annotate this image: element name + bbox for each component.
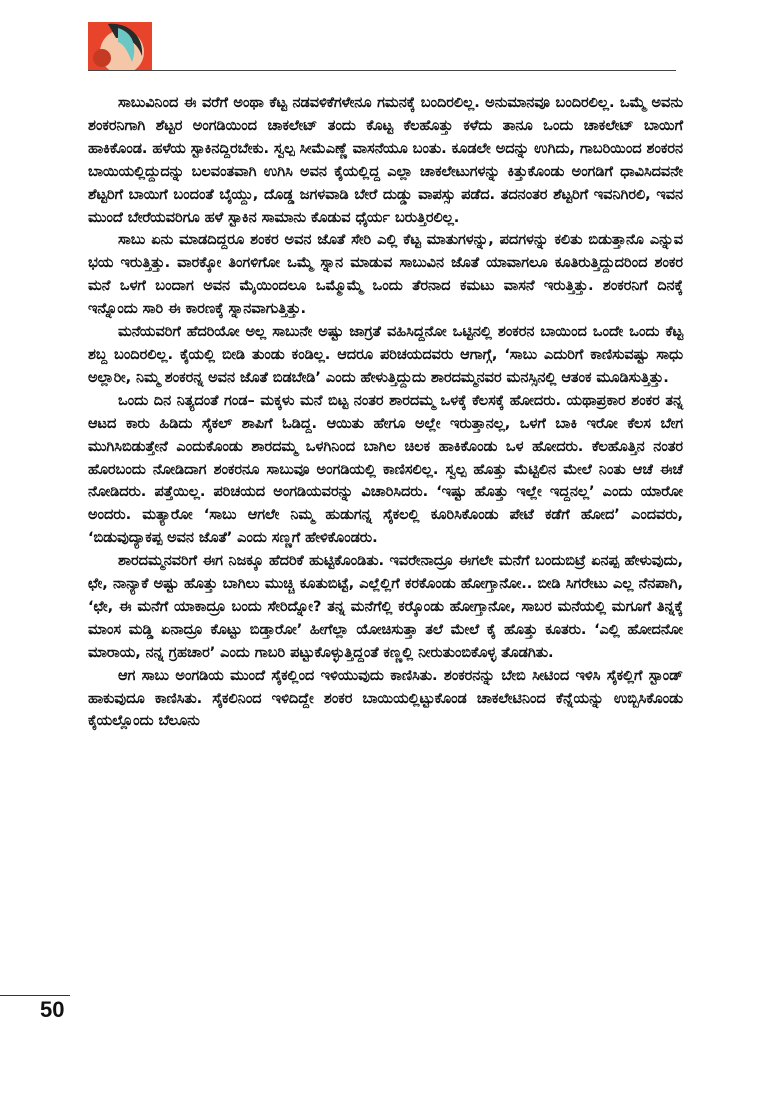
paragraph: ಮನೆಯವರಿಗೆ ಹೆದರಿಯೋ ಅಲ್ಲ ಸಾಬುನೇ ಅಷ್ಟು ಜಾಗ್ರತೆ ವಹಿಸಿದ್ದನೋ ಒಟ್ಟಿನಲ್ಲಿ ಶಂಕರನ ಬಾಯಿಂದ ಒಂದೇ ಒಂದು ಕೆಟ್ಟ ಶಬ್ದ ಬಂದಿರಲಿಲ್ಲ. ಕೈಯಲ್ಲಿ ಬೀಡಿ ತುಂಡು ಕಂಡಿಲ್ಲ. ಆದರೂ ಪರಿಚಯದವರು ಆಗಾಗ್ಗೆ, ‘ಸಾಬು ಎದುರಿಗೆ ಕಾಣಿಸುವಷ್ಟು ಸಾಧು ಅಲ್ಲಾರೀ, ನಿಮ್ಮ ಶಂಕರನ್ನ ಅವನ ಜೊತೆ ಬಿಡಬೇಡಿ’ ಎಂದು ಹೇಳುತ್ತಿದ್ದುದು ಶಾರದಮ್ಮನವರ ಮನಸ್ಸಿನಲ್ಲಿ ಆತಂಕ ಮೂಡಿಸುತ್ತಿತ್ತು. (88, 323, 683, 386)
paragraph: ಆಗ ಸಾಬು ಅಂಗಡಿಯ ಮುಂದೆ ಸೈಕಲ್ಲಿಂದ ಇಳಿಯುವುದು ಕಾಣಿಸಿತು. ಶಂಕರನನ್ನು ಬೇಬಿ ಸೀಟಿಂದ ಇಳಿಸಿ ಸೈಕಲ್ಲಿಗೆ ಸ್ಟಾಂಡ್ ಹಾಕುವುದೂ ಕಾಣಿಸಿತು. ಸೈಕಲಿನಿಂದ ಇಳಿದಿದ್ದೇ ಶಂಕರ ಬಾಯಿಯಲ್ಲಿಟ್ಟುಕೊಂಡ ಚಾಕಲೇಟಿನಿಂದ ಕೆನ್ನೆಯನ್ನು ಉಬ್ಬಿಸಿಕೊಂಡು ಕೈಯಲ್ಲೊಂದು ಬೆಲೂನು (88, 666, 683, 730)
paragraph: ಸಾಬುವಿನಿಂದ ಈ ವರೆಗೆ ಅಂಥಾ ಕೆಟ್ಟ ನಡವಳಿಕೆಗಳೇನೂ ಗಮನಕ್ಕೆ ಬಂದಿರಲಿಲ್ಲ. ಅನುಮಾನವೂ ಬಂದಿರಲಿಲ್ಲ. ಒಮ್ಮೆ ಅವನು ಶಂಕರನಿಗಾಗಿ ಶೆಟ್ಟರ ಅಂಗಡಿಯಿಂದ ಚಾಕಲೇಟ್ ತಂದು ಕೊಟ್ಟ ಕೆಲಹೊತ್ತು ಕಳೆದು ತಾನೂ ಒಂದು ಚಾಕಲೇಟ್ ಬಾಯಿಗೆ ಹಾಕಿಕೊಂಡ. ಹಳೆಯ ಸ್ಟಾಕಿನದ್ದಿರಬೇಕು. ಸ್ವಲ್ಪ ಸೀಮೆಎಣ್ಣೆ ವಾಸನೆಯೂ ಬಂತು. ಕೂಡಲೇ ಅದನ್ನು ಉಗಿದು, ಗಾಬರಿಯಿಂದ ಶಂಕರನ ಬಾಯಿಯಲ್ಲಿದ್ದುದನ್ನು ಬಲವಂತವಾಗಿ ಉಗಿಸಿ ಅವನ ಕೈಯಲ್ಲಿದ್ದ ಎಲ್ಲಾ ಚಾಕಲೇಟುಗಳನ್ನು ಕಿತ್ತುಕೊಂಡು ಅಂಗಡಿಗೆ ಧಾವಿಸಿದವನೇ ಶೆಟ್ಟರಿಗೆ ಬಾಯಿಗೆ ಬಂದಂತೆ ಬೈಯ್ದು, ದೊಡ್ಡ ಜಗಳವಾಡಿ ಬೇರೆ ದುಡ್ಡು ವಾಪಸ್ಸು ಪಡೆದ. ತದನಂತರ ಶೆಟ್ಟರಿಗೆ ಇವನಿಗಿರಲಿ, ಇವನ ಮುಂದೆ ಬೇರೆಯವರಿಗೂ ಹಳೆ ಸ್ಟಾಕಿನ ಸಾಮಾನು ಕೊಡುವ ಧೈರ್ಯ ಬರುತ್ತಿರಲಿಲ್ಲ. (88, 94, 683, 226)
paragraph: ಶಾರದಮ್ಮನವರಿಗೆ ಈಗ ನಿಜಕ್ಕೂ ಹೆದರಿಕೆ ಹುಟ್ಟಿಕೊಂಡಿತು. ಇವರೇನಾದ್ರೂ ಈಗಲೇ ಮನೆಗೆ ಬಂದುಬಿಟ್ರೆ ಏನಪ್ಪ ಹೇಳುವುದು, ಛೇ, ನಾನ್ಯಾಕೆ ಅಷ್ಟು ಹೊತ್ತು ಬಾಗಿಲು ಮುಚ್ಚಿ ಕೂತುಬಿಟ್ಟೆ, ಎಲ್ಲೆಲ್ಲಿಗೆ ಕರಕೊಂಡು ಹೋಗ್ತಾನೋ.. ಬೀಡಿ ಸಿಗರೇಟು ಎಲ್ಲ ನೆನಪಾಗಿ, ‘ಛೇ, ಈ ಮನೆಗೆ ಯಾಕಾದ್ರೂ ಬಂದು ಸೇರಿದ್ನೋ? ತನ್ನ ಮನೆಗೆಲ್ಲಿ ಕರ್‍ಕೊಂಡು ಹೋಗ್ತಾನೋ, ಸಾಬರ ಮನೆಯಲ್ಲಿ ಮಗೂಗೆ ತಿನ್ನಕ್ಕೆ ಮಾಂಸ ಮಡ್ಡಿ ಏನಾದ್ರೂ ಕೊಟ್ಟು ಬಿಡ್ತಾರೋ’ ಹೀಗೆಲ್ಲಾ ಯೋಚಿಸುತ್ತಾ ತಲೆ ಮೇಲೆ ಕೈ ಹೊತ್ತು ಕೂತರು. ‘ಎಲ್ಲಿ ಹೋದನೋ ಮಾರಾಯ, ನನ್ನ ಗ್ರಹಚಾರ’ ಎಂದು ಗಾಬರಿ ಪಟ್ಟುಕೊಳ್ಳುತ್ತಿದ್ದಂತೆ ಕಣ್ಣಲ್ಲಿ ನೀರುತುಂಬಿಕೊಳ್ಳ ತೊಡಗಿತು. (88, 552, 683, 661)
footer-divider (0, 995, 70, 996)
paragraph: ಒಂದು ದಿನ ನಿತ್ಯದಂತೆ ಗಂಡ– ಮಕ್ಕಳು ಮನೆ ಬಿಟ್ಟ ನಂತರ ಶಾರದಮ್ಮ ಒಳಕ್ಕೆ ಕೆಲಸಕ್ಕೆ ಹೋದರು. ಯಥಾಪ್ರಕಾರ ಶಂಕರ ತನ್ನ ಆಟದ ಕಾರು ಹಿಡಿದು ಸೈಕಲ್ ಶಾಪಿಗೆ ಓಡಿದ್ದ. ಆಯಿತು ಹೇಗೂ ಅಲ್ಲೇ ಇರುತ್ತಾನಲ್ಲ, ಒಳಗೆ ಬಾಕಿ ಇರೋ ಕೆಲಸ ಬೇಗ ಮುಗಿಸಿಬಿಡುತ್ತೇನೆ ಎಂದುಕೊಂಡು ಶಾರದಮ್ಮ ಒಳಗಿನಿಂದ ಬಾಗಿಲ ಚಿಲಕ ಹಾಕಿಕೊಂಡು ಒಳ ಹೋದರು. ಕೆಲಹೊತ್ತಿನ ನಂತರ ಹೊರಬಂದು ನೋಡಿದಾಗ ಶಂಕರನೂ ಸಾಬುವೂ ಅಂಗಡಿಯಲ್ಲಿ ಕಾಣಿಸಲಿಲ್ಲ. ಸ್ವಲ್ಪ ಹೊತ್ತು ಮೆಟ್ಟಿಲಿನ ಮೇಲೆ ನಿಂತು ಆಚೆ ಈಚೆ ನೋಡಿದರು. ಪತ್ತೆಯಿಲ್ಲ. ಪರಿಚಯದ ಅಂಗಡಿಯವರನ್ನು ವಿಚಾರಿಸಿದರು. ‘ಇಷ್ಟು ಹೊತ್ತು ಇಲ್ಲೇ ಇದ್ದನಲ್ಲ’ ಎಂದು ಯಾರೋ ಅಂದರು. ಮತ್ಯಾರೋ ‘ಸಾಬು ಆಗಲೇ ನಿಮ್ಮ ಹುಡುಗನ್ನ ಸೈಕಲಲ್ಲಿ ಕೂರಿಸಿಕೊಂಡು ಪೇಟೆ ಕಡೆಗೆ ಹೋದ’ ಎಂದವರು, ‘ಬಿಡುವುದ್ಯಾಕಪ್ಪ ಅವನ ಜೊತೆ’ ಎಂದು ಸಣ್ಣಗೆ ಹೇಳಿಕೊಂಡರು. (88, 391, 683, 547)
paragraph: ಸಾಬು ಏನು ಮಾಡದಿದ್ದರೂ ಶಂಕರ ಅವನ ಜೊತೆ ಸೇರಿ ಎಲ್ಲಿ ಕೆಟ್ಟ ಮಾತುಗಳನ್ನು, ಪದಗಳನ್ನು ಕಲಿತು ಬಿಡುತ್ತಾನೊ ಎನ್ನುವ ಭಯ ಇರುತ್ತಿತ್ತು. ವಾರಕ್ಕೋ ತಿಂಗಳಿಗೋ ಒಮ್ಮೆ ಸ್ನಾನ ಮಾಡುವ ಸಾಬುವಿನ ಜೊತೆ ಯಾವಾಗಲೂ ಕೂತಿರುತ್ತಿದ್ದುದರಿಂದ ಶಂಕರ ಮನೆ ಒಳಗೆ ಬಂದಾಗ ಅವನ ಮೈಯಿಂದಲೂ ಒಮ್ಮೊಮ್ಮೆ ಒಂದು ತೆರನಾದ ಕಮಟು ವಾಸನೆ ಇರುತ್ತಿತ್ತು. ಶಂಕರನಿಗೆ ದಿನಕ್ಕೆ ಇನ್ನೊಂದು ಸಾರಿ ಈ ಕಾರಣಕ್ಕೆ ಸ್ನಾನವಾಗುತ್ತಿತ್ತು. (88, 231, 683, 318)
article-body (88, 92, 683, 733)
page-number: 50 (40, 997, 65, 1022)
magazine-logo-icon (88, 22, 152, 70)
header-divider (88, 70, 676, 71)
